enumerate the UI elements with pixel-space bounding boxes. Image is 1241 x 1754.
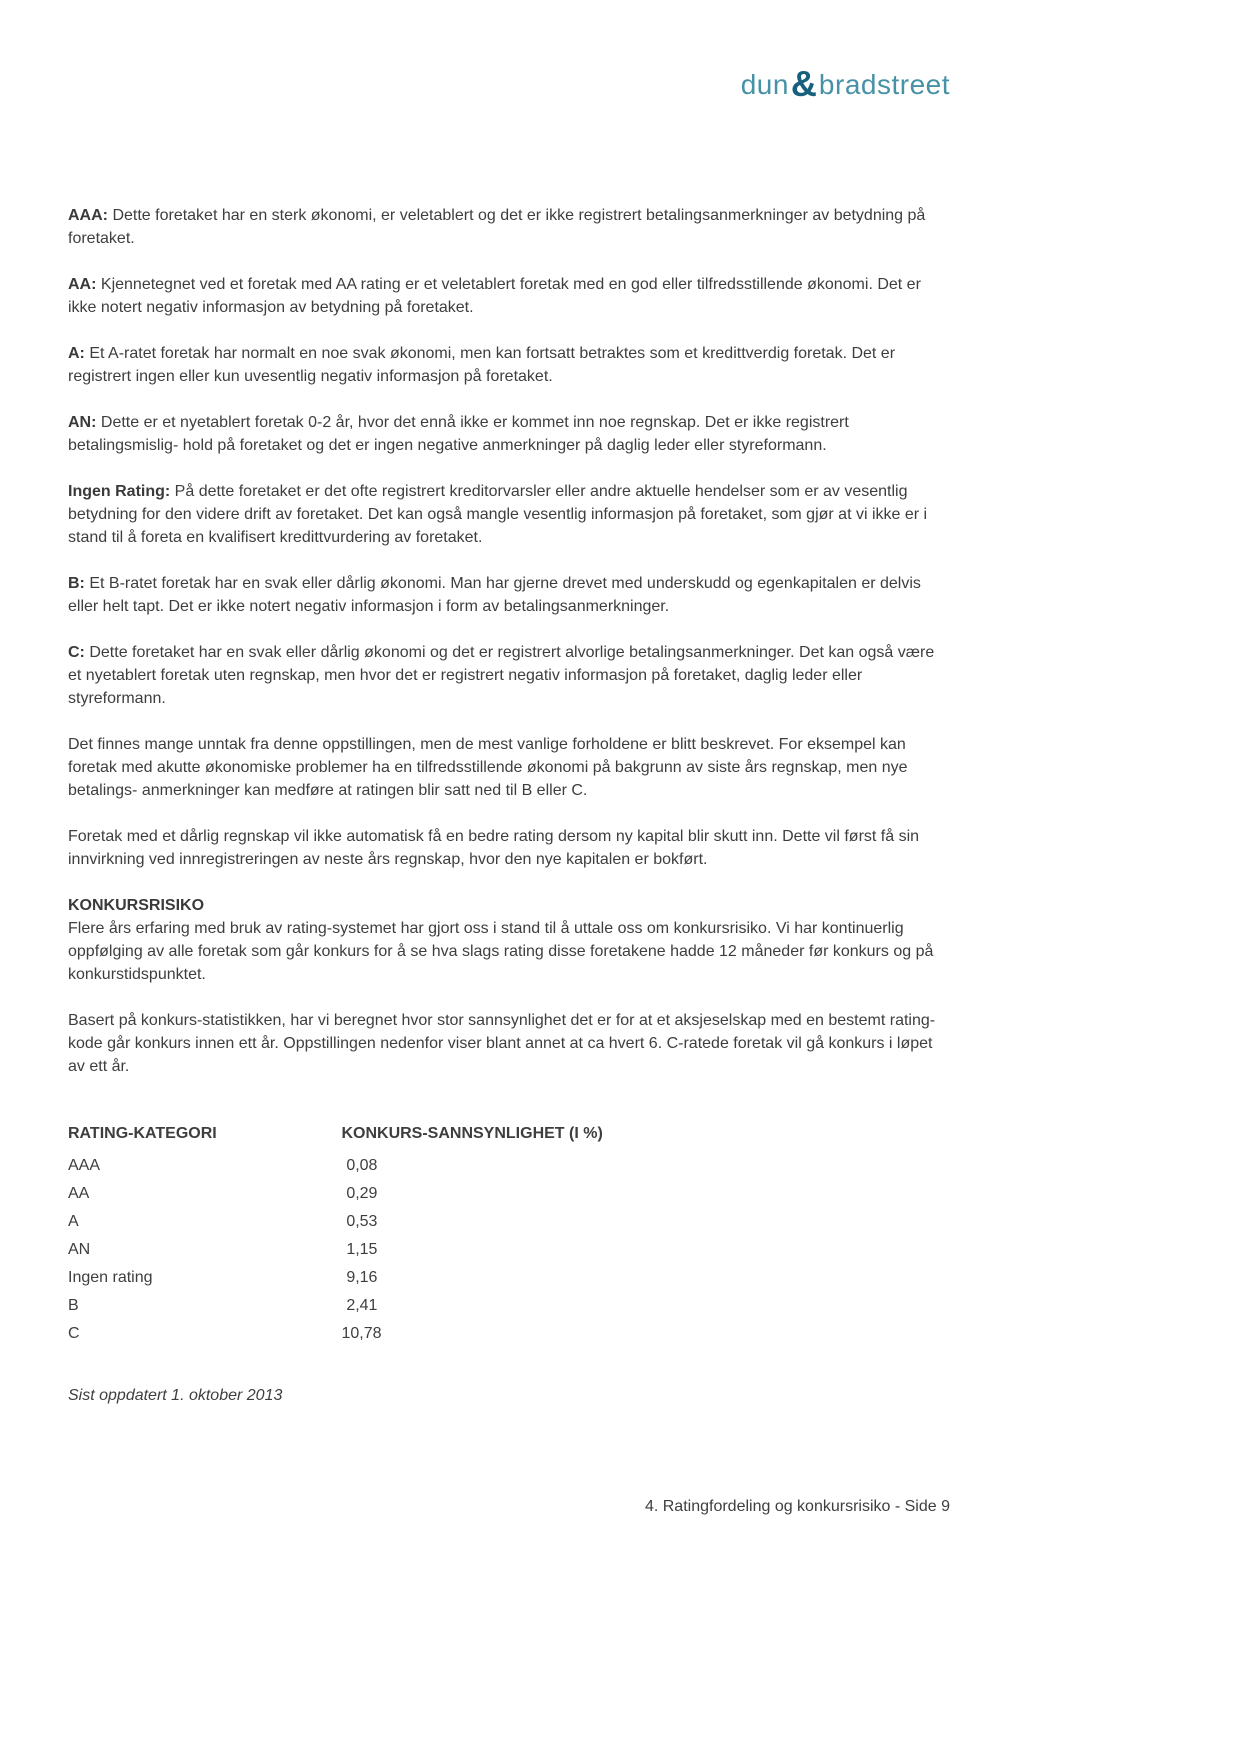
- table-row: [68, 1292, 950, 1320]
- rating-category: C: [68, 1325, 80, 1342]
- table-row: [68, 1320, 950, 1348]
- rating-label-aa: AA:: [68, 276, 97, 293]
- paragraph-text: Et A-ratet foretak har normalt en noe svak økonomi, men kan fortsatt betraktes som et kredittverdig foretak. Det er registrert ingen eller kun uvesentlig negativ informasjon på foretaket.: [68, 345, 896, 385]
- rating-label-an: AN:: [68, 414, 97, 431]
- rating-category: AAA: [68, 1157, 101, 1174]
- table-row: [68, 1152, 950, 1180]
- paragraph-konkursrisiko-2: Basert på konkurs-statistikken, har vi beregnet hvor stor sannsynlighet det er for at et aksjeselskap med en bestemt rating-kode går konkurs innen ett år. Oppstillingen nedenfor viser blant annet at ca hvert 6. C-ratede foretak vil gå konkurs i løpet av ett år.: [68, 1012, 936, 1075]
- rating-label-ingen: Ingen Rating:: [68, 483, 171, 500]
- paragraph-rating-c: [68, 641, 950, 710]
- table-row: [68, 1180, 950, 1208]
- rating-label-c: C:: [68, 644, 85, 661]
- paragraph-rating-an: [68, 411, 950, 457]
- logo-word-dun: dun: [740, 69, 789, 100]
- paragraph-text: Dette er et nyetablert foretak 0-2 år, hvor det ennå ikke er kommet inn noe regnskap. Det er ikke registrert betalingsmislig- hold på foretaket og det er ingen negative anmerkninger på daglig leder eller styreformann.: [68, 414, 849, 454]
- probability-value: 9,16: [346, 1269, 378, 1286]
- paragraph-text: Et B-ratet foretak har en svak eller dårlig økonomi. Man har gjerne drevet med underskudd og egenkapitalen er delvis eller helt tapt. Det er ikke notert negativ informasjon i form av betalingsanmerkninger.: [68, 575, 921, 615]
- rating-label-aaa: AAA:: [68, 207, 108, 224]
- paragraph-rating-aa: [68, 273, 950, 319]
- rating-category: AN: [68, 1241, 91, 1258]
- paragraph-rating-aaa: [68, 204, 950, 250]
- paragraph-rating-a: [68, 342, 950, 388]
- probability-value: 0,53: [346, 1213, 378, 1230]
- paragraph-text: Dette foretaket har en svak eller dårlig økonomi og det er registrert alvorlige betalingsanmerkninger. Det kan også være et nyetablert foretak uten regnskap, men hvor det er registrert negativ informasjon på foretaket, daglig leder eller styreformann.: [68, 644, 935, 707]
- table-row: [68, 1236, 950, 1264]
- probability-value: 2,41: [346, 1297, 378, 1314]
- table-header-row: [68, 1120, 950, 1148]
- section-heading-konkursrisiko: KONKURSRISIKO: [68, 897, 205, 914]
- probability-value: 0,08: [346, 1157, 378, 1174]
- table-row: [68, 1264, 950, 1292]
- page-footer: 4. Ratingfordeling og konkursrisiko - Side 9: [644, 1498, 950, 1515]
- paragraph-rating-b: [68, 572, 950, 618]
- paragraph-text: Kjennetegnet ved et foretak med AA rating er et veletablert foretak med en god eller tilfredsstillende økonomi. Det er ikke notert negativ informasjon av betydning på foretaket.: [68, 276, 921, 316]
- document-body: [68, 0, 950, 1407]
- rating-label-b: B:: [68, 575, 85, 592]
- logo-word-bradstreet: bradstreet: [818, 69, 950, 100]
- paragraph-text: Det finnes mange unntak fra denne oppstillingen, men de mest vanlige forholdene er blitt beskrevet. For eksempel kan foretak med akutte økonomiske problemer ha en tilfredsstillende økonomi på bakgrunn av siste års regnskap, men nye betalings- anmerkninger kan medføre at ratingen blir satt ned til B eller C.: [68, 736, 908, 799]
- table-row: [68, 1208, 950, 1236]
- rating-category: Ingen rating: [68, 1269, 153, 1286]
- column-header-rating-category: RATING-KATEGORI: [68, 1125, 217, 1142]
- rating-category: B: [68, 1297, 79, 1314]
- paragraph-exceptions: [68, 733, 950, 802]
- rating-probability-table: [68, 1120, 950, 1348]
- paragraph-konkursrisiko-1: Flere års erfaring med bruk av rating-systemet har gjort oss i stand til å uttale oss om konkursrisiko. Vi har kontinuerlig oppfølging av alle foretak som går konkurs for å se hva slags rating disse foretakene hadde 12 måneder før konkurs og på konkurstidspunktet.: [68, 920, 934, 983]
- paragraph-text: Foretak med et dårlig regnskap vil ikke automatisk få en bedre rating dersom ny kapital blir skutt inn. Dette vil først få sin innvirkning ved innregistreringen av neste års regnskap, hvor den nye kapitalen er bokført.: [68, 828, 920, 868]
- last-updated-note: Sist oppdatert 1. oktober 2013: [68, 1387, 283, 1404]
- paragraph-new-capital: [68, 825, 950, 871]
- paragraph-text: Dette foretaket har en sterk økonomi, er veletablert og det er ikke registrert betalingsanmerkninger av betydning på foretaket.: [68, 207, 926, 247]
- logo-ampersand-icon: &: [790, 63, 817, 104]
- rating-category: AA: [68, 1185, 90, 1202]
- column-header-konkurs-probability: KONKURS-SANNSYNLIGHET (I %): [341, 1125, 603, 1142]
- probability-value: 0,29: [346, 1185, 378, 1202]
- paragraph-rating-ingen: [68, 480, 950, 549]
- paragraph-text: På dette foretaket er det ofte registrert kreditorvarsler eller andre aktuelle hendelser som er av vesentlig betydning for den videre drift av foretaket. Det kan også mangle vesentlig informasjon på foretaket, som gjør at vi ikke er i stand til å foreta en kvalifisert kredittvurdering av foretaket.: [68, 483, 928, 546]
- probability-value: 1,15: [346, 1241, 378, 1258]
- konkursrisiko-section: [68, 894, 950, 1078]
- rating-category: A: [68, 1213, 79, 1230]
- probability-value: 10,78: [341, 1325, 382, 1342]
- rating-label-a: A:: [68, 345, 85, 362]
